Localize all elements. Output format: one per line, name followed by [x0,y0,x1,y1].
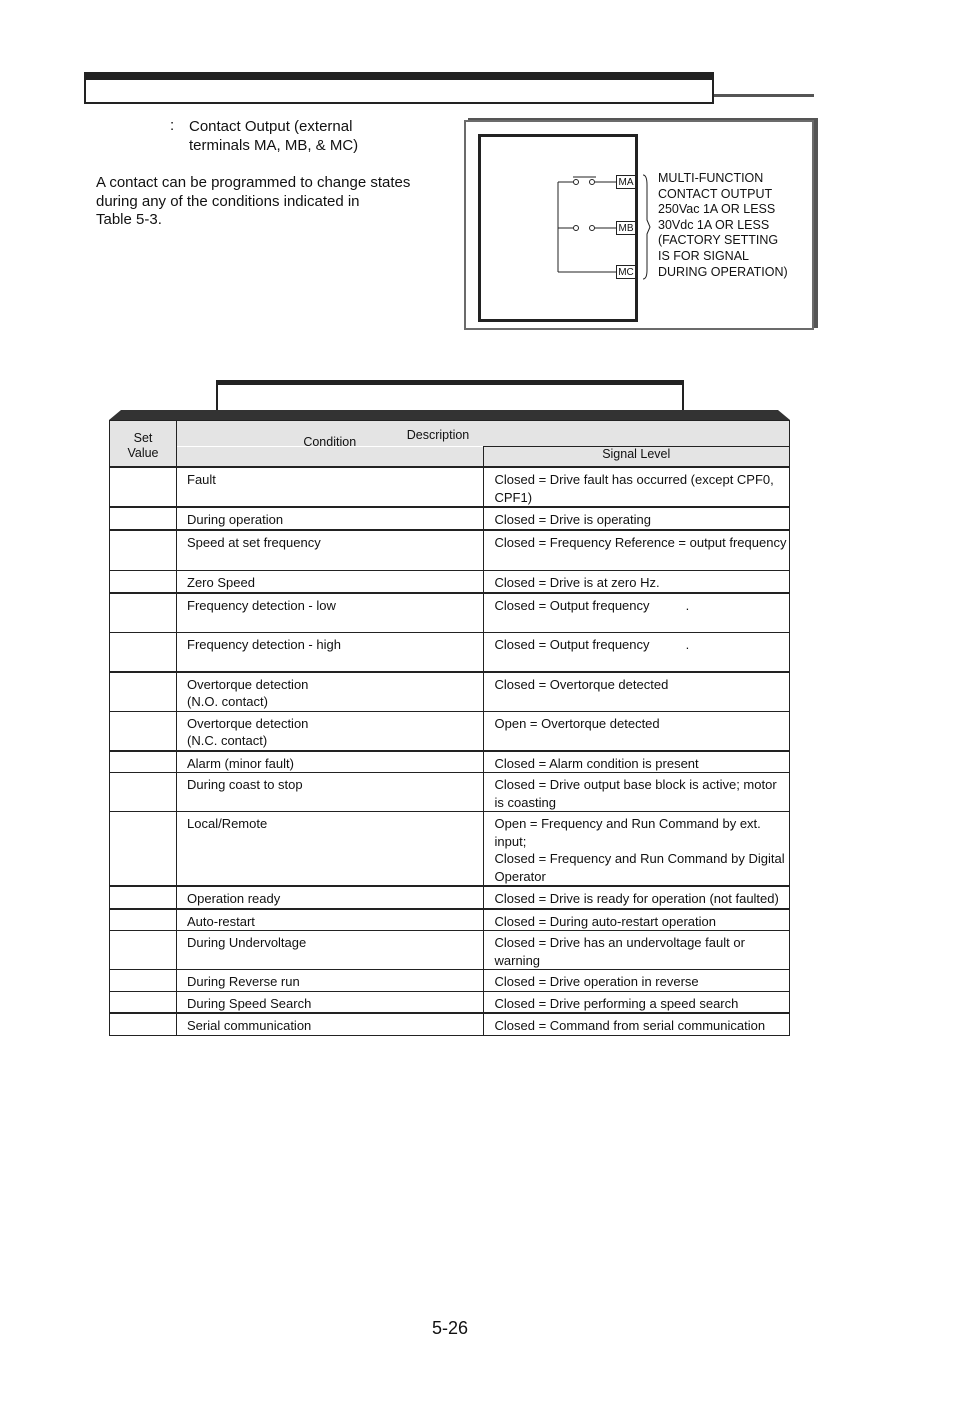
label-line: IS FOR SIGNAL [658,248,749,263]
set-value-cell [110,467,177,507]
label-line: CONTACT OUTPUT [658,186,773,201]
set-value-cell [110,530,177,571]
table-top-bevel-right [778,410,790,420]
condition-cell: Local/Remote [177,812,484,887]
label-line: 30Vdc 1A OR LESS [658,217,770,232]
set-value-cell [110,909,177,931]
intro-paragraph-line2: during any of the conditions indicated in [96,192,360,210]
signal-cell: Closed = Command from serial communication [483,1013,790,1035]
condition-cell: Fault [177,467,484,507]
table-title-bar [216,380,684,412]
condition-cell: During Speed Search [177,991,484,1013]
signal-cell: Closed = Alarm condition is present [483,751,790,773]
terminal-mc: MC [616,265,636,279]
table-row [110,530,790,571]
set-value-cell [110,751,177,773]
condition-line2: (N.O. contact) [187,694,268,709]
set-value-cell [110,507,177,530]
header-signal-level [483,447,790,468]
condition-cell: Frequency detection - low [177,593,484,633]
signal-cell: Closed = Drive is ready for operation (not faulted) [483,886,790,909]
set-value-cell [110,991,177,1013]
intro-title [189,117,429,155]
set-value-cell [110,672,177,712]
signal-cell: Closed = Drive fault has occurred (except CPF0, CPF1) [483,467,790,507]
condition-line1: Overtorque detection [187,715,309,731]
set-value-cell [110,970,177,992]
signal-cell: Closed = Drive has an undervoltage fault or warning [483,931,790,970]
condition-cell [177,672,484,712]
signal-cell [483,812,790,887]
contact-output-table [109,420,790,1036]
signal-cell: Closed = During auto-restart operation [483,909,790,931]
set-value-cell [110,1013,177,1035]
condition-cell: During coast to stop [177,773,484,812]
condition-cell: During Undervoltage [177,931,484,970]
condition-cell: Frequency detection - high [177,632,484,672]
signal-cell: Closed = Drive operation in reverse [483,970,790,992]
set-value-cell [110,711,177,751]
set-value-cell [110,773,177,812]
set-value-cell [110,812,177,887]
condition-cell: Speed at set frequency [177,530,484,571]
condition-cell: During Reverse run [177,970,484,992]
header-description-label: Description [406,428,470,442]
condition-cell: Alarm (minor fault) [177,751,484,773]
signal-line1: Open = Frequency and Run Command by ext. input; [494,816,761,849]
table-row [110,593,790,633]
signal-cell: Closed = Drive is at zero Hz. [483,570,790,593]
table-row [110,467,790,507]
condition-cell: Auto-restart [177,909,484,931]
header-set-value-line2: Value [127,446,159,460]
terminal-mb: MB [616,221,636,235]
table-header-row [110,421,790,447]
signal-cell: Closed = Output frequency . [483,593,790,633]
set-value-cell [110,570,177,593]
table-row [110,672,790,712]
intro-title-line2: terminals MA, MB, & MC) [189,137,359,154]
signal-cell: Closed = Frequency Reference = output frequency [483,530,790,571]
condition-cell: During operation [177,507,484,530]
table-row [110,711,790,751]
header-description [177,421,790,447]
set-value-cell [110,593,177,633]
section-header-rule [714,94,814,97]
set-value-cell [110,632,177,672]
table-row [110,886,790,909]
terminal-ma: MA [616,175,636,189]
header-set-value [110,421,177,468]
label-line: (FACTORY SETTING [658,233,779,248]
table-row [110,812,790,887]
condition-line1: Overtorque detection [187,676,309,692]
condition-cell: Operation ready [177,886,484,909]
label-line: DURING OPERATION) [658,264,788,279]
label-line: 250Vac 1A OR LESS [658,202,776,217]
signal-cell: Closed = Output frequency . [483,632,790,672]
signal-cell: Closed = Overtorque detected [483,672,790,712]
table-top-bevel-left [109,410,121,420]
condition-cell: Zero Speed [177,570,484,593]
table-row [110,1013,790,1035]
header-set-value-line1: Set [133,431,153,445]
contact-output-label [658,171,808,280]
intro-colon: : [170,117,175,134]
intro-paragraph-line3: Table 5-3. [96,211,162,228]
table-subheader-row [110,447,790,468]
signal-cell: Open = Overtorque detected [483,711,790,751]
condition-cell: Serial communication [177,1013,484,1035]
table-row [110,570,790,593]
header-signal-level-label: Signal Level [602,447,671,461]
table-row [110,751,790,773]
intro-paragraph [96,174,446,230]
table-row [110,773,790,812]
intro-paragraph-line1: A contact can be programmed to change states [96,174,411,191]
condition-line2: (N.C. contact) [187,733,268,748]
section-header-bar [84,72,714,104]
table-row [110,632,790,672]
signal-cell: Closed = Drive output base block is active; motor is coasting [483,773,790,812]
intro-title-line1: Contact Output (external [189,118,353,135]
signal-cell: Closed = Drive performing a speed search [483,991,790,1013]
signal-line2: Closed = Frequency and Run Command by Digital Operator [494,851,785,884]
condition-cell [177,711,484,751]
set-value-cell [110,931,177,970]
header-condition-label: Condition [303,434,357,449]
table-row [110,931,790,970]
table-row [110,507,790,530]
table-top-band [109,410,790,420]
contact-wiring-diagram [540,165,660,285]
signal-cell: Closed = Drive is operating [483,507,790,530]
table-row [110,991,790,1013]
label-line: MULTI-FUNCTION [658,171,764,185]
set-value-cell [110,886,177,909]
page-number: 5-26 [432,1318,469,1338]
table-row [110,970,790,992]
table-row [110,909,790,931]
